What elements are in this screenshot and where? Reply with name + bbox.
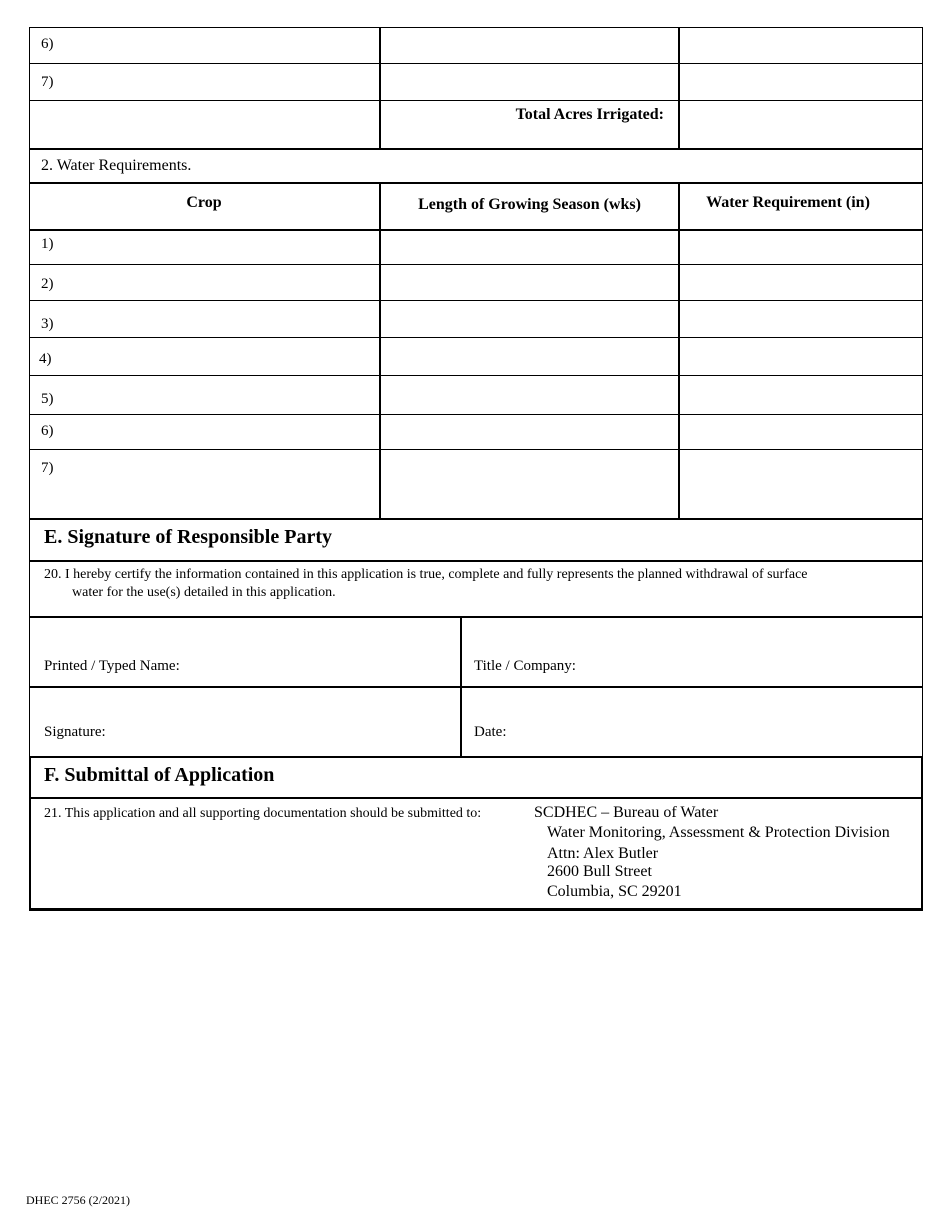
wr-row-label: 7) — [41, 460, 54, 476]
certification-text: 20. I hereby certify the information contained in this application is true, complete and fully represents the planned withdrawal of surface — [44, 567, 808, 582]
row-divider — [29, 337, 923, 338]
col-header-water-requirement: Water Requirement (in) — [706, 194, 870, 211]
signature-field[interactable] — [31, 689, 459, 756]
wr-input-cell[interactable] — [680, 231, 922, 264]
printed-name-field[interactable] — [31, 619, 459, 686]
row-divider — [29, 182, 923, 184]
address-line: Attn: Alex Butler — [547, 845, 659, 862]
total-acres-input[interactable] — [680, 101, 922, 148]
acres-input-7-b[interactable] — [381, 64, 678, 100]
col-header-crop: Crop — [186, 194, 222, 211]
row-divider — [29, 449, 923, 450]
wr-row-label: 1) — [41, 236, 54, 252]
wr-row-label: 4) — [39, 351, 52, 367]
form-id-footer: DHEC 2756 (2/2021) — [26, 1193, 130, 1207]
wr-row-label: 3) — [41, 316, 54, 332]
submittal-instruction: 21. This application and all supporting documentation should be submitted to: — [44, 806, 482, 821]
wr-input-cell[interactable] — [31, 231, 379, 264]
acres-row-label: 6) — [41, 36, 54, 52]
title-company-label: Title / Company: — [474, 658, 576, 674]
acres-input-7-c[interactable] — [680, 64, 922, 100]
address-line: 2600 Bull Street — [547, 863, 652, 880]
row-divider — [29, 797, 923, 799]
water-requirements-title: 2. Water Requirements. — [41, 157, 192, 174]
date-label: Date: — [474, 724, 507, 740]
acres-input-6-c[interactable] — [680, 28, 922, 63]
wr-row-label: 5) — [41, 391, 54, 407]
section-e-title: E. Signature of Responsible Party — [44, 526, 332, 548]
row-divider — [29, 300, 923, 301]
wr-row-label: 2) — [41, 276, 54, 292]
title-company-field[interactable] — [463, 619, 921, 686]
row-divider — [29, 414, 923, 415]
signature-label: Signature: — [44, 724, 106, 740]
row-divider — [29, 264, 923, 265]
acres-row-label: 7) — [41, 74, 54, 90]
row-divider — [29, 375, 923, 376]
row-divider — [29, 560, 923, 562]
address-line: Columbia, SC 29201 — [547, 883, 682, 900]
address-line: SCDHEC – Bureau of Water — [534, 804, 719, 821]
printed-name-label: Printed / Typed Name: — [44, 658, 180, 674]
address-line: Water Monitoring, Assessment & Protection Division — [547, 824, 890, 841]
col-header-growing-season: Length of Growing Season (wks) — [418, 196, 641, 213]
total-acres-label: Total Acres Irrigated: — [515, 106, 664, 123]
row-divider — [29, 686, 923, 688]
date-field[interactable] — [463, 689, 921, 756]
acres-input-6-b[interactable] — [381, 28, 678, 63]
certification-text-cont: water for the use(s) detailed in this application. — [72, 585, 336, 600]
row-divider — [29, 616, 923, 618]
section-f-title: F. Submittal of Application — [44, 764, 275, 786]
wr-row-label: 6) — [41, 423, 54, 439]
wr-input-cell[interactable] — [381, 231, 678, 264]
